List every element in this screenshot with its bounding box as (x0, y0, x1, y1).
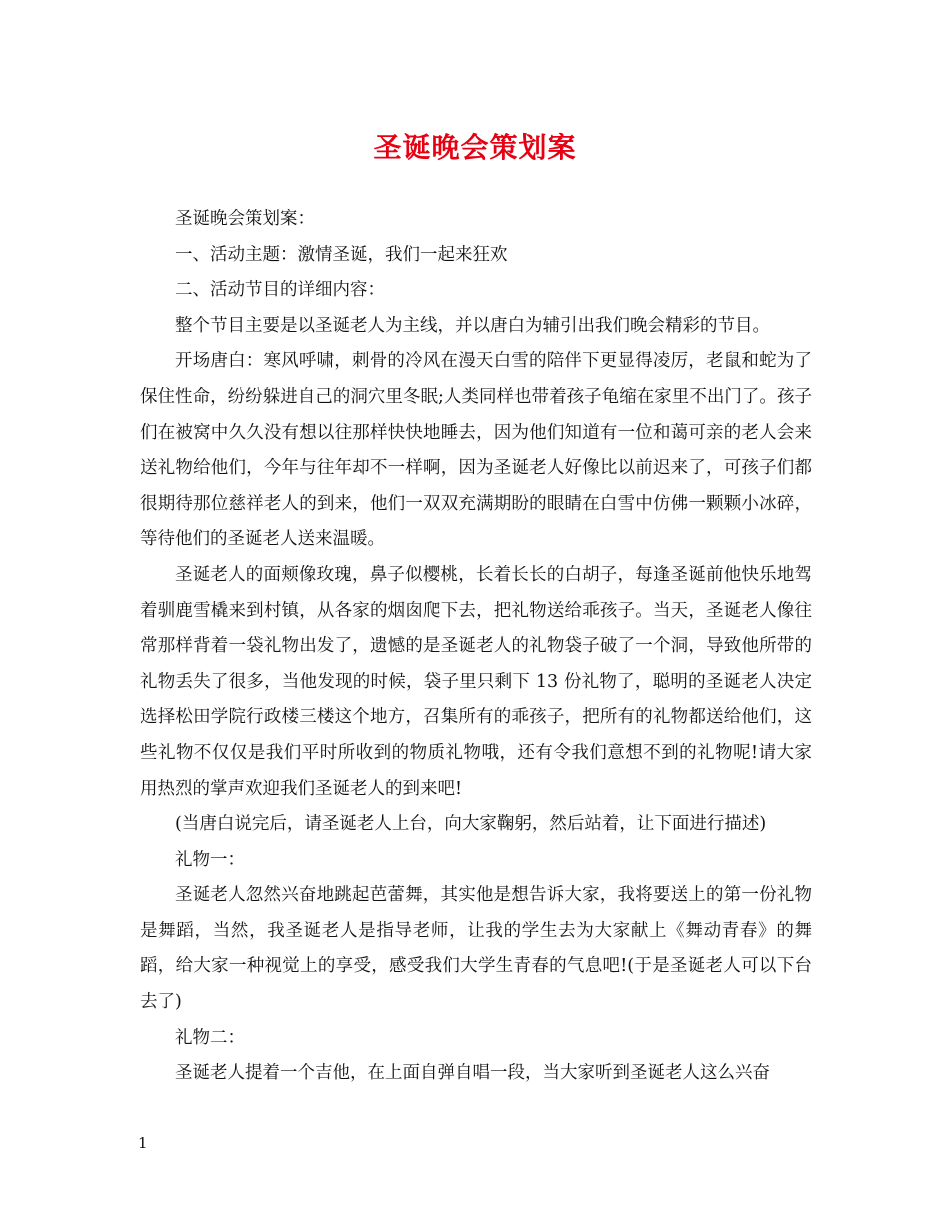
paragraph: 礼物一： (175, 849, 245, 870)
paragraph: 一、活动主题：激情圣诞，我们一起来狂欢 (175, 244, 508, 265)
document-title: 圣诞晚会策划案 (373, 131, 577, 164)
paragraph: 圣诞晚会策划案： (175, 209, 315, 229)
paragraph: 礼物二： (175, 1027, 245, 1048)
paragraph: 整个节目主要是以圣诞老人为主线，并以唐白为辅引出我们晚会精彩的节目。 (175, 315, 770, 336)
paragraph: 圣诞老人忽然兴奋地跳起芭蕾舞，其实他是想告诉大家，我将要送上的第一份礼物是舞蹈，当然，我圣诞老人是指导老师，让我的学生去为大家献上《舞动青春》的舞蹈，给大家一种视觉上的享受，感受我们大学生青春的气息吧!(于是圣诞老人可以下台去了) (140, 885, 812, 1013)
page-number: 1 (138, 1134, 148, 1152)
paragraph: (当唐白说完后，请圣诞老人上台，向大家鞠躬，然后站着，让下面进行描述) (175, 814, 767, 835)
paragraph: 二、活动节目的详细内容： (175, 280, 385, 301)
paragraph: 圣诞老人的面颊像玫瑰，鼻子似樱桃，长着长长的白胡子，每逢圣诞前他快乐地驾着驯鹿雪橇来到村镇，从各家的烟囱爬下去，把礼物送给乖孩子。当天，圣诞老人像往常那样背着一袋礼物出发了，遗憾的是圣诞老人的礼物袋子破了一个洞，导致他所带的礼物丢失了很多，当他发现的时候，袋子里只剩下 13 份礼物了，聪明的圣诞老人决定选择松田学院行政楼三楼这个地方，召集所有的乖孩子，把所有的礼物都送给他们，这些礼物不仅仅是我们平时所收到的物质礼物哦，还有令我们意想不到的礼物呢!请大家用热烈的掌声欢迎我们圣诞老人的到来吧! (140, 564, 812, 799)
document-body (140, 202, 812, 1092)
paragraph: 开场唐白：寒风呼啸，刺骨的冷风在漫天白雪的陪伴下更显得凌厉，老鼠和蛇为了保住性命，纷纷躲进自己的洞穴里冬眠;人类同样也带着孩子龟缩在家里不出门了。孩子们在被窝中久久没有想以往那样快快地睡去，因为他们知道有一位和蔼可亲的老人会来送礼物给他们，今年与往年却不一样啊，因为圣诞老人好像比以前迟来了，可孩子们都很期待那位慈祥老人的到来，他们一双双充满期盼的眼睛在白雪中仿佛一颗颗小冰碎，等待他们的圣诞老人送来温暖。 (140, 351, 812, 550)
paragraph: 圣诞老人提着一个吉他，在上面自弹自唱一段，当大家听到圣诞老人这么兴奋 (175, 1063, 770, 1084)
